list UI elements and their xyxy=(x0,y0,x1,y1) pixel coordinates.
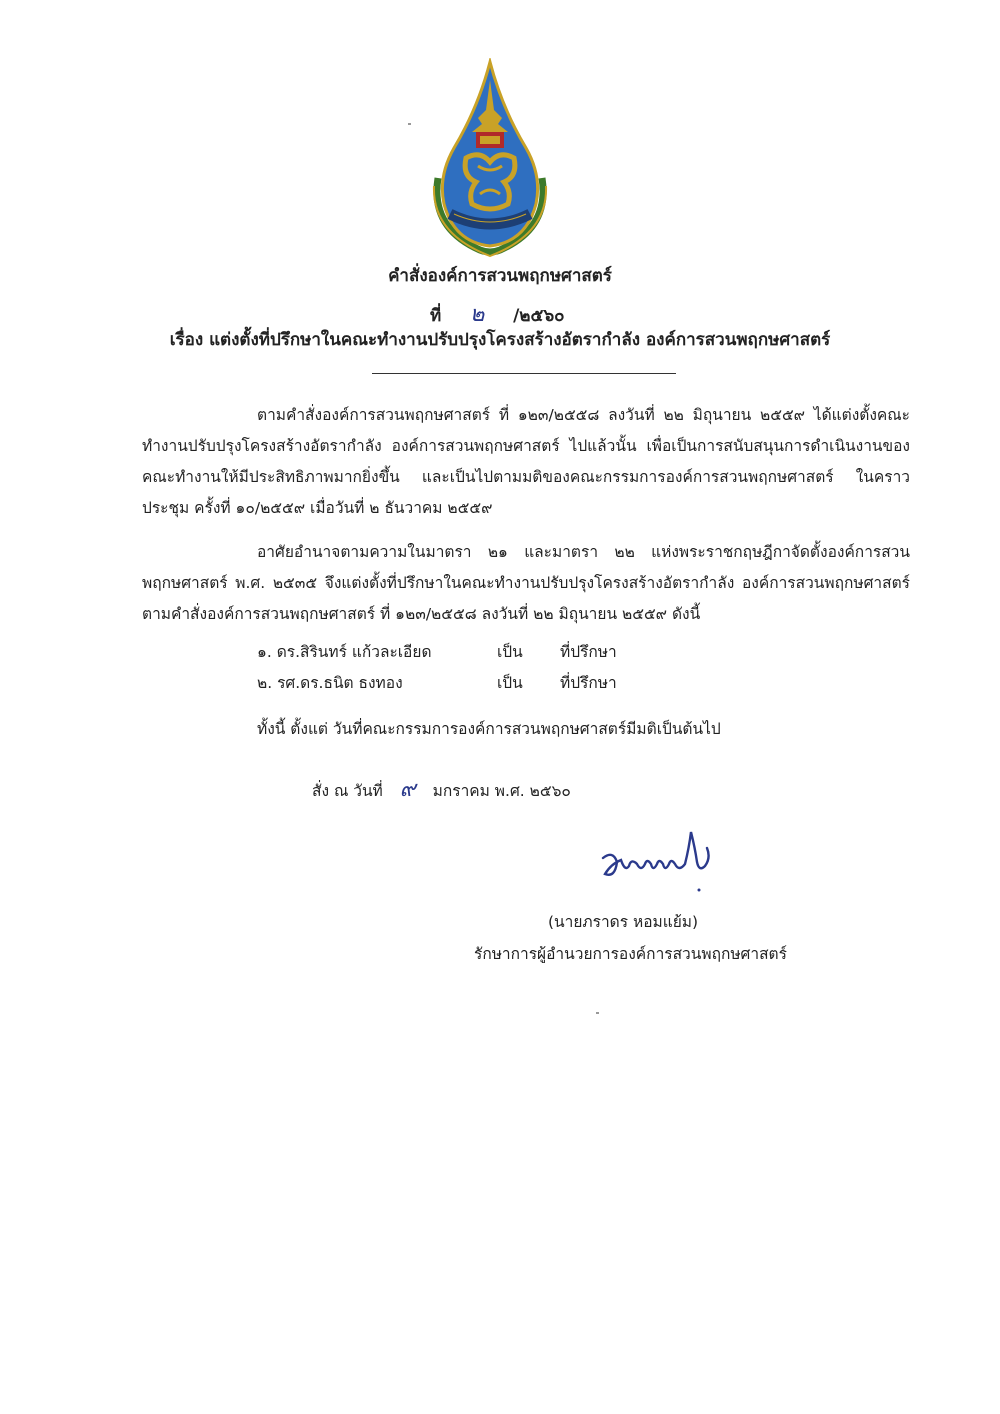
advisor-role: ที่ปรึกษา xyxy=(560,643,617,661)
dateline xyxy=(312,771,571,806)
effective-clause: ทั้งนี้ ตั้งแต่ วันที่คณะกรรมการองค์การสวนพฤกษศาสตร์มีมติเป็นต้นไป xyxy=(257,720,721,738)
dateline-suffix: มกราคม พ.ศ. ๒๕๖๐ xyxy=(432,782,571,800)
order-subject: เรื่อง แต่งตั้งที่ปรึกษาในคณะทำงานปรับปรุงโครงสร้างอัตรากำลัง องค์การสวนพฤกษศาสตร์ xyxy=(169,330,831,350)
order-number-prefix: ที่ xyxy=(430,306,442,326)
advisor-role: ที่ปรึกษา xyxy=(560,674,617,692)
advisor-as: เป็น xyxy=(497,674,523,692)
handwritten-signature xyxy=(595,818,725,898)
signer-name: (นายภราดร หอมแย้ม) xyxy=(548,913,699,931)
order-title: คำสั่งองค์การสวนพฤกษศาสตร์ xyxy=(388,266,612,286)
divider xyxy=(372,373,676,374)
royal-seal-logo-icon xyxy=(420,58,560,258)
advisor-name: ๒. รศ.ดร.ธนิต ธงทอง xyxy=(257,674,403,692)
scan-speck xyxy=(596,1012,599,1014)
body-paragraph-1: ตามคำสั่งองค์การสวนพฤกษศาสตร์ ที่ ๑๒๓/๒๕๕๘ ลงวันที่ ๒๒ มิถุนายน ๒๕๕๙ ได้แต่งตั้งคณะทำงานปรับปรุงโครงสร้างอัตรากำลัง องค์การสวนพฤกษศาสตร์ ไปแล้วนั้น เพื่อเป็นการสนับสนุนการดำเนินงานของคณะทำงานให้มีประสิทธิภาพมากยิ่งขึ้น และเป็นไปตามมติของคณะกรรมการองค์การสวนพฤกษศาสตร์ ในคราวประชุม ครั้งที่ ๑๐/๒๕๕๙ เมื่อวันที่ ๒ ธันวาคม ๒๕๕๙ xyxy=(142,406,910,517)
advisor-name: ๑. ดร.สิรินทร์ แก้วละเอียด xyxy=(257,643,432,661)
order-number-handwritten: ๒ xyxy=(469,302,485,327)
advisor-as: เป็น xyxy=(497,643,523,661)
body-paragraph-2: อาศัยอำนาจตามความในมาตรา ๒๑ และมาตรา ๒๒ แห่งพระราชกฤษฎีกาจัดตั้งองค์การสวนพฤกษศาสตร์ พ.ศ. ๒๕๓๕ จึงแต่งตั้งที่ปรึกษาในคณะทำงานปรับปรุงโครงสร้างอัตรากำลัง องค์การสวนพฤกษศาสตร์ตามคำสั่งองค์การสวนพฤกษศาสตร์ ที่ ๑๒๓/๒๕๕๘ ลงวันที่ ๒๒ มิถุนายน ๒๕๕๙ ดังนี้ xyxy=(142,543,910,623)
order-number-suffix: /๒๕๖๐ xyxy=(513,306,565,326)
dateline-prefix: สั่ง ณ วันที่ xyxy=(312,782,383,800)
scan-speck xyxy=(408,123,411,125)
signer-title: รักษาการผู้อำนวยการองค์การสวนพฤกษศาสตร์ xyxy=(474,945,787,963)
dateline-day-handwritten: ๙ xyxy=(399,777,416,802)
